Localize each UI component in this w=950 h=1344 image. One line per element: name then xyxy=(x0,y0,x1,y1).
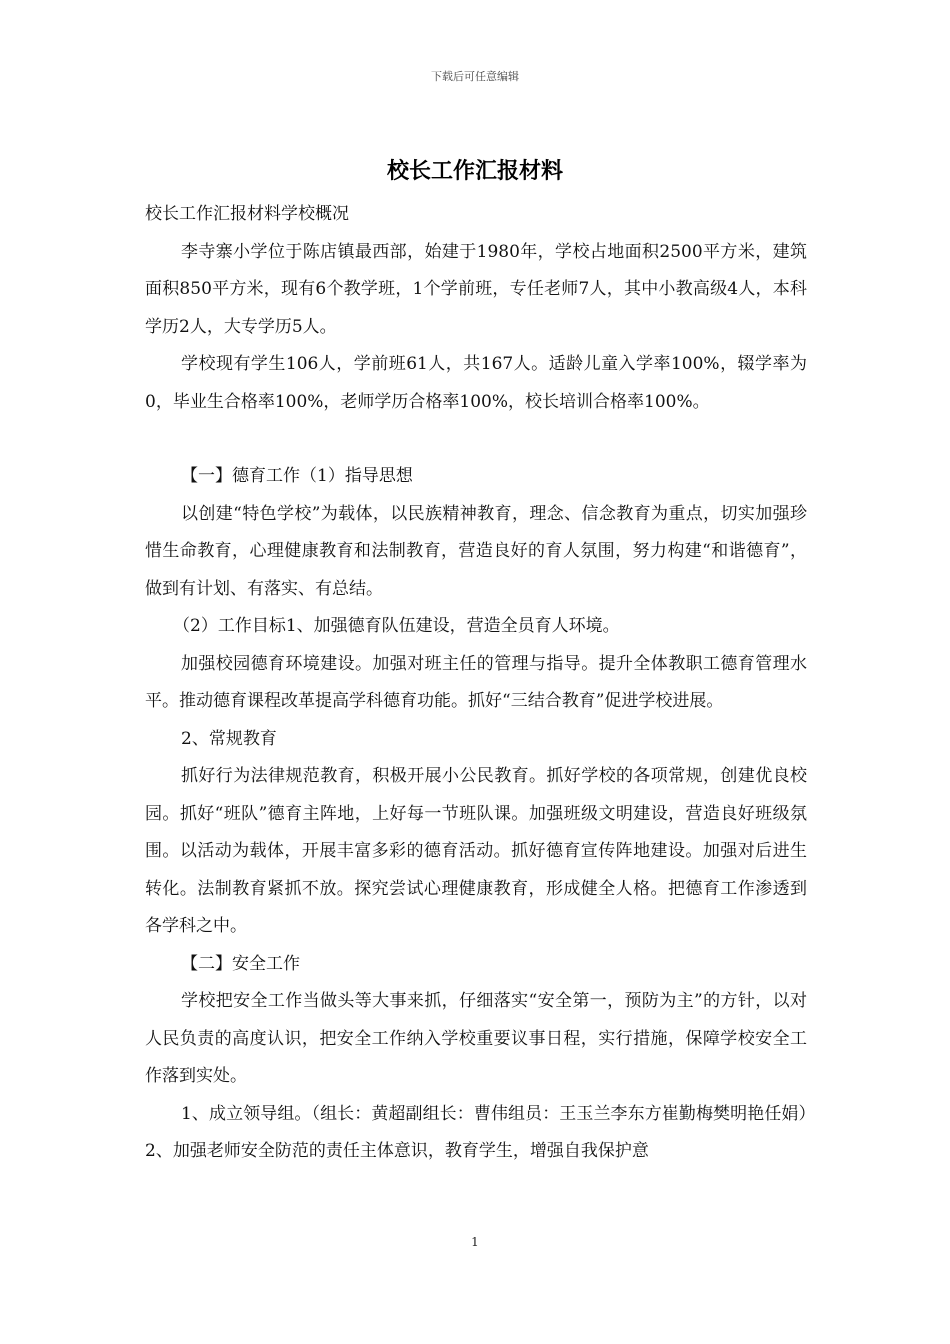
section-heading-overview: 校长工作汇报材料学校概况 xyxy=(145,204,349,224)
document-body xyxy=(145,196,807,1171)
document-title: 校长工作汇报材料 xyxy=(386,159,563,184)
paragraph-safety: 学校把安全工作当做头等大事来抓，仔细落实“安全第一，预防为主”的方针，以对人民负责的高度认识，把安全工作纳入学校重要议事日程，实行措施，保障学校安全工作落到实处。 xyxy=(145,991,807,1086)
paragraph-school-intro: 李寺寨小学位于陈店镇最西部，始建于1980年，学校占地面积2500平方米，建筑面积850平方米，现有6个教学班，1个学前班，专任老师7人，其中小教高级4人，本科学历2人，大专学历5人。 xyxy=(145,241,807,337)
section-heading-safety: 【二】安全工作 xyxy=(181,953,300,974)
header-note: 下载后可任意编辑 xyxy=(431,70,519,83)
paragraph-work-goal: （2）工作目标1、加强德育队伍建设，营造全员育人环境。 xyxy=(173,616,620,636)
paragraph-routine-education: 抓好行为法律规范教育，积极开展小公民教育。抓好学校的各项常规，创建优良校园。抓好“班队”德育主阵地，上好每一节班队课。加强班级文明建设，营造良好班级氛围。以活动为载体，开展丰富多彩的德育活动。抓好德育宣传阵地建设。加强对后进生转化。法制教育紧抓不放。探究尝试心理健康教育，形成健全人格。把德育工作渗透到各学科之中。 xyxy=(145,766,807,936)
paragraph-guiding-thought: 以创建“特色学校”为载体，以民族精神教育，理念、信念教育为重点，切实加强珍惜生命教育，心理健康教育和法制教育，营造良好的育人氛围，努力构建“和谐德育”，做到有计划、有落实、有总结。 xyxy=(145,503,807,599)
section-heading-moral: 【一】德育工作（1）指导思想 xyxy=(181,466,413,486)
paragraph-leadership-group: 1、成立领导组。（组长：黄超副组长：曹伟组员：王玉兰李东方崔勤梅樊明艳任娟）2、加强老师安全防范的责任主体意识，教育学生，增强自我保护意 xyxy=(145,1103,807,1161)
blank-line xyxy=(145,421,807,458)
page-number: 1 xyxy=(471,1235,479,1249)
paragraph-moral-environment: 加强校园德育环境建设。加强对班主任的管理与指导。提升全体教职工德育管理水平。推动德育课程改革提高学科德育功能。抓好“三结合教育”促进学校进展。 xyxy=(145,653,807,711)
paragraph-student-stats: 学校现有学生106人，学前班61人，共167人。适龄儿童入学率100%，辍学率为0，毕业生合格率100%，老师学历合格率100%，校长培训合格率100%。 xyxy=(145,354,807,412)
subheading-routine-education: 2、常规教育 xyxy=(181,728,277,749)
